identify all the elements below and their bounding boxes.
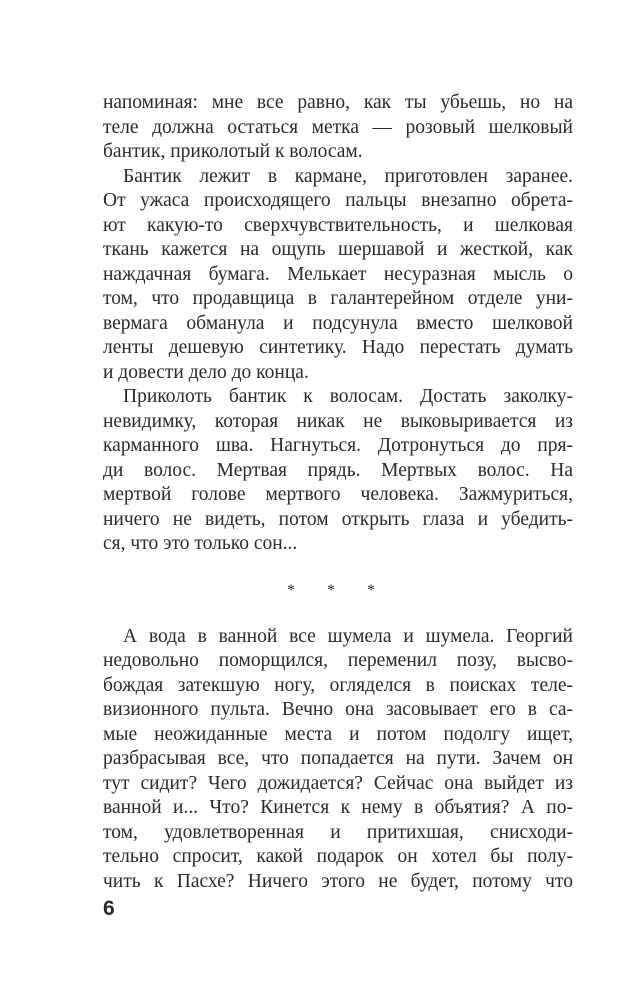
text-line: карманного шва. Нагнуться. Дотронуться до пря- (103, 435, 573, 456)
text-line: ленты дешевую синтетику. Надо перестать думать (103, 337, 573, 358)
text-line: невидимку, которая никак не выковыривается из (103, 410, 573, 432)
text-line: бождая затекшую ногу, огляделся в поисках теле- (103, 674, 573, 696)
text-line: том, удовлетворенная и притихшая, снисходи- (103, 821, 573, 843)
text-line: тут сидит? Чего дожидается? Сейчас она выйдет из (103, 772, 573, 794)
text-line: Приколоть бантик к волосам. Достать заколку- (123, 386, 573, 407)
text-line: визионного пульта. Вечно она засовывает его в са- (103, 699, 573, 720)
text-line: От ужаса происходящего пальцы внезапно обрета- (103, 190, 573, 211)
text-line: чить к Пасхе? Ничего этого не будет, потому что (103, 870, 573, 892)
page-number: 6 (103, 897, 115, 920)
text-line: ткань кажется на ощупь шершавой и жесткой, как (103, 239, 573, 260)
paragraph (103, 91, 573, 165)
page-body (103, 91, 573, 894)
text-line: мертвой голове мертвого человека. Зажмуриться, (103, 484, 573, 505)
text-line: вермага обманула и подсунула вместо шелковой (103, 312, 573, 334)
text-line: ют какую-то сверхчувствительность, и шелковая (103, 214, 573, 236)
section-separator: * * * (287, 581, 389, 599)
paragraph (103, 625, 573, 895)
text-line: А вода в ванной все шумела и шумела. Георгий (123, 625, 573, 647)
text-line: ванной и... Что? Кинется к нему в объятия? А по- (103, 797, 573, 818)
text-line: ди волос. Мертвая прядь. Мертвых волос. На (103, 459, 573, 481)
text-line: тельно спросит, какой подарок он хотел бы полу- (103, 846, 573, 867)
text-line: теле должна остаться метка — розовый шелковый (103, 116, 573, 138)
text-before-separator (103, 91, 573, 557)
text-line: бантик, приколотый к волосам. (103, 141, 363, 162)
text-line: Бантик лежит в кармане, приготовлен заранее. (123, 165, 573, 187)
text-after-separator (103, 625, 573, 895)
text-line: ничего не видеть, потом открыть глаза и убедить- (103, 508, 573, 530)
text-line: мые неожиданные места и потом подолгу ищет, (103, 723, 573, 745)
text-line: том, что продавщица в галантерейном отделе уни- (103, 288, 573, 309)
text-line: ся, что это только сон... (103, 533, 298, 554)
paragraph (103, 165, 573, 386)
text-line: и довести дело до конца. (103, 361, 309, 383)
text-line: напоминая: мне все равно, как ты убьешь, но на (103, 92, 573, 113)
paragraph (103, 385, 573, 557)
text-line: недовольно поморщился, переменил позу, высво- (103, 650, 573, 671)
text-line: наждачная бумага. Мелькает несуразная мысль о (103, 263, 573, 285)
text-line: разбрасывая все, что попадается на пути. Зачем он (103, 748, 573, 769)
